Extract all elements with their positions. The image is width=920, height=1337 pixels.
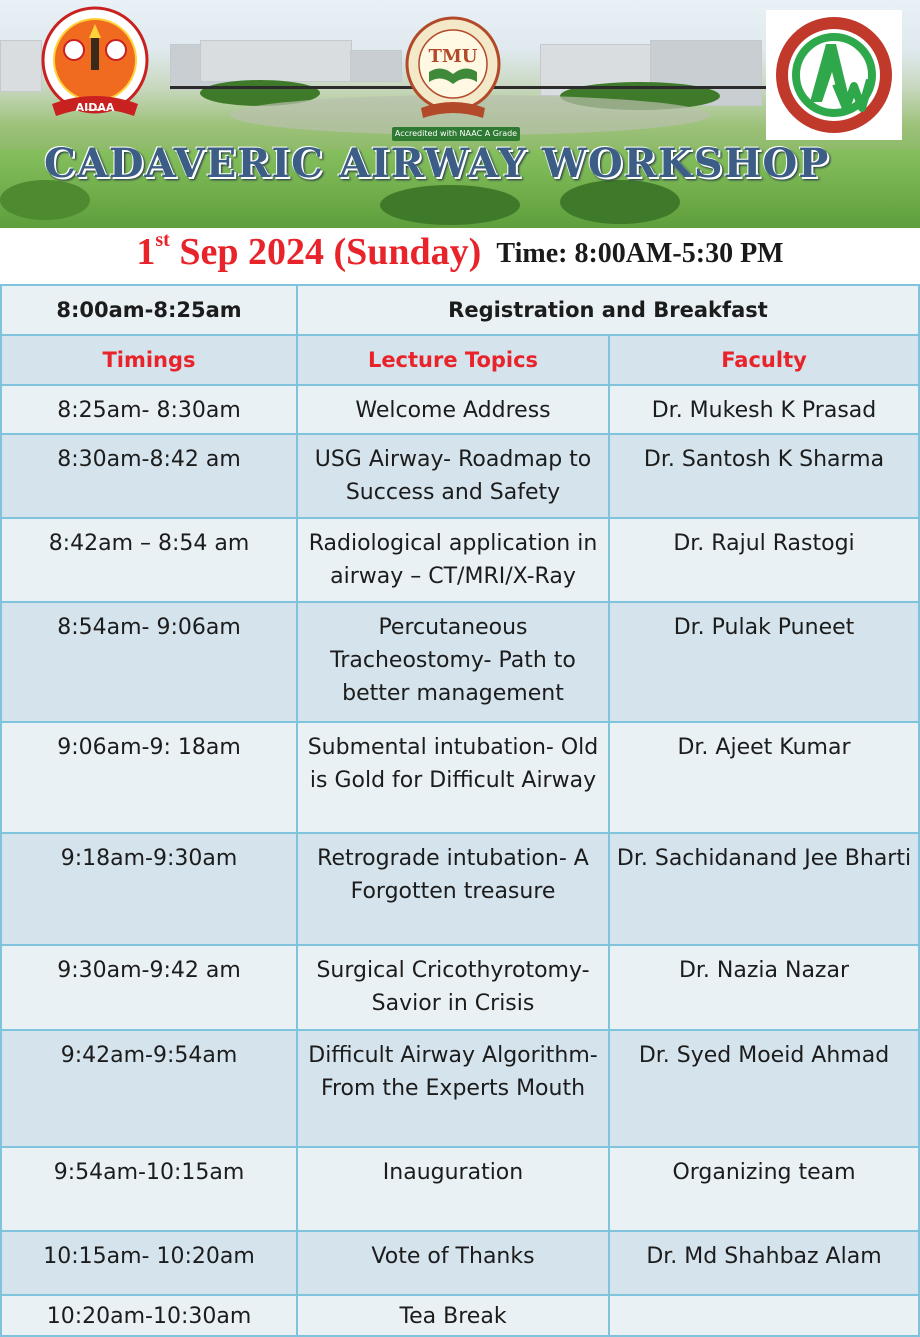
airway-workshop-logo bbox=[766, 10, 902, 140]
event-date: 1st Sep 2024 (Sunday) bbox=[136, 229, 482, 273]
session-faculty: Dr. Rajul Rastogi bbox=[610, 519, 920, 603]
event-time: Time: 8:00AM-5:30 PM bbox=[496, 238, 784, 269]
header-faculty: Faculty bbox=[610, 336, 920, 386]
table-row bbox=[0, 1148, 920, 1232]
session-time: 9:30am-9:42 am bbox=[0, 946, 298, 1031]
table-row bbox=[0, 519, 920, 603]
table-row bbox=[0, 723, 920, 834]
session-topic: Retrograde intubation- A Forgotten treasure bbox=[298, 834, 610, 946]
svg-text:AIDAA: AIDAA bbox=[75, 101, 115, 114]
session-time: 10:15am- 10:20am bbox=[0, 1232, 298, 1296]
session-faculty: Dr. Santosh K Sharma bbox=[610, 435, 920, 519]
session-faculty: Dr. Sachidanand Jee Bharti bbox=[610, 834, 920, 946]
registration-time: 8:00am-8:25am bbox=[0, 284, 298, 336]
session-topic: USG Airway- Roadmap to Success and Safety bbox=[298, 435, 610, 519]
session-topic: Vote of Thanks bbox=[298, 1232, 610, 1296]
naac-accreditation-badge: Accredited with NAAC A Grade bbox=[392, 127, 520, 141]
aidaa-logo bbox=[34, 4, 156, 126]
session-topic: Welcome Address bbox=[298, 386, 610, 435]
table-row bbox=[0, 946, 920, 1031]
table-header-row bbox=[0, 336, 920, 386]
session-time: 8:25am- 8:30am bbox=[0, 386, 298, 435]
campus-building bbox=[350, 50, 402, 82]
registration-label: Registration and Breakfast bbox=[298, 284, 920, 336]
table-row bbox=[0, 1031, 920, 1148]
table-row bbox=[0, 834, 920, 946]
header-timings: Timings bbox=[0, 336, 298, 386]
session-faculty bbox=[610, 1296, 920, 1337]
session-topic: Surgical Cricothyrotomy- Savior in Crisis bbox=[298, 946, 610, 1031]
event-date-line bbox=[0, 228, 920, 284]
workshop-title: CADAVERIC AIRWAY WORKSHOP bbox=[44, 140, 830, 187]
session-faculty: Dr. Md Shahbaz Alam bbox=[610, 1232, 920, 1296]
session-topic: Difficult Airway Algorithm- From the Experts Mouth bbox=[298, 1031, 610, 1148]
session-time: 9:06am-9: 18am bbox=[0, 723, 298, 834]
session-time: 8:42am – 8:54 am bbox=[0, 519, 298, 603]
session-time: 10:20am-10:30am bbox=[0, 1296, 298, 1337]
session-faculty: Organizing team bbox=[610, 1148, 920, 1232]
session-faculty: Dr. Pulak Puneet bbox=[610, 603, 920, 723]
table-row bbox=[0, 386, 920, 435]
session-time: 9:18am-9:30am bbox=[0, 834, 298, 946]
tmu-logo bbox=[403, 12, 503, 124]
session-faculty: Dr. Nazia Nazar bbox=[610, 946, 920, 1031]
session-faculty: Dr. Ajeet Kumar bbox=[610, 723, 920, 834]
table-row bbox=[0, 1232, 920, 1296]
svg-text:TMU: TMU bbox=[428, 46, 478, 67]
session-topic: Tea Break bbox=[298, 1296, 610, 1337]
session-topic: Radiological application in airway – CT/MRI/X-Ray bbox=[298, 519, 610, 603]
table-row bbox=[0, 603, 920, 723]
session-time: 8:54am- 9:06am bbox=[0, 603, 298, 723]
session-time: 8:30am-8:42 am bbox=[0, 435, 298, 519]
table-row bbox=[0, 435, 920, 519]
session-topic: Submental intubation- Old is Gold for Difficult Airway bbox=[298, 723, 610, 834]
header-banner bbox=[0, 0, 920, 228]
session-topic: Percutaneous Tracheostomy- Path to better management bbox=[298, 603, 610, 723]
campus-building bbox=[200, 40, 352, 82]
table-row bbox=[0, 1296, 920, 1337]
session-time: 9:54am-10:15am bbox=[0, 1148, 298, 1232]
session-time: 9:42am-9:54am bbox=[0, 1031, 298, 1148]
header-lecture-topics: Lecture Topics bbox=[298, 336, 610, 386]
session-faculty: Dr. Mukesh K Prasad bbox=[610, 386, 920, 435]
session-topic: Inauguration bbox=[298, 1148, 610, 1232]
session-faculty: Dr. Syed Moeid Ahmad bbox=[610, 1031, 920, 1148]
registration-row bbox=[0, 284, 920, 336]
